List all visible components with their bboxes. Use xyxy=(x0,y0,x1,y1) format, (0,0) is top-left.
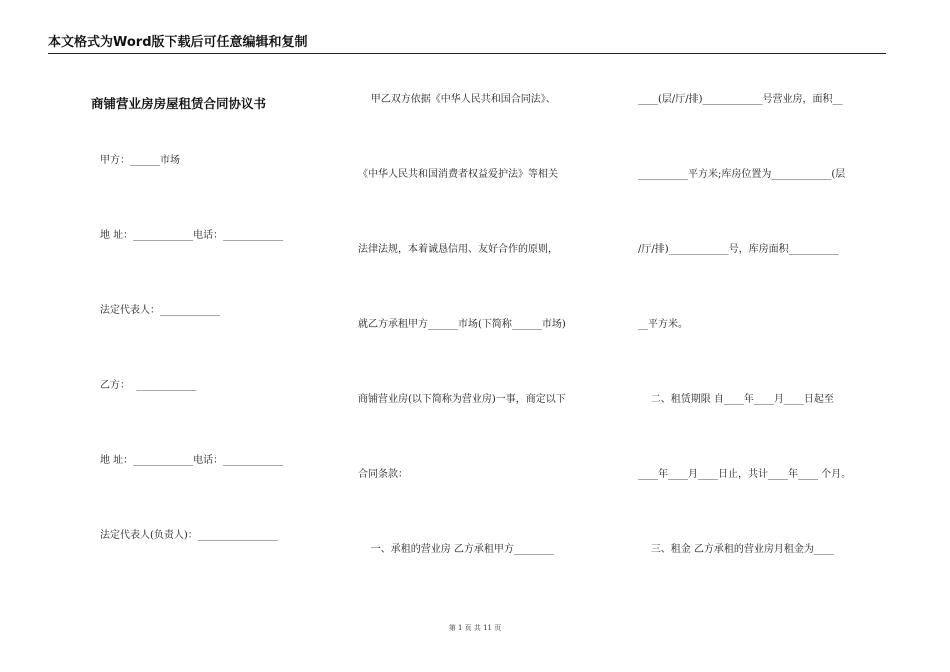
party-b-line: 乙方： ____________ xyxy=(100,380,197,391)
party-a-line: 甲方：______市场 xyxy=(100,155,180,166)
text-line: 合同条款： xyxy=(358,469,408,480)
text-line: __________平方米;库房位置为____________(层 xyxy=(638,169,846,180)
text-line: 甲乙双方依据《中华人民共和国合同法》、 xyxy=(358,94,556,105)
page-header: 本文格式为Word版下载后可任意编辑和复制 xyxy=(48,35,886,54)
text-line: __平方米。 xyxy=(638,319,688,330)
text-line: 一、承租的营业房 乙方承租甲方________ xyxy=(358,544,554,555)
party-a-address-line: 地 址：____________电话：____________ xyxy=(100,230,284,241)
page-footer: 第 1 页 共 11 页 xyxy=(448,624,502,632)
text-line: 商铺营业房(以下简称为营业房)一事，商定以下 xyxy=(358,394,566,405)
party-b-representative-line: 法定代表人(负责人)：________________ xyxy=(100,530,278,541)
text-line: 法律法规，本着诚恳信用、友好合作的原则， xyxy=(358,244,558,255)
text-line: 《中华人民共和国消费者权益爱护法》等相关 xyxy=(358,169,558,180)
text-line: /厅/排)____________号，库房面积__________ xyxy=(638,244,839,255)
text-line: ____(层/厅/排)____________号营业房，面积__ xyxy=(638,94,843,105)
party-b-address-line: 地 址：____________电话：____________ xyxy=(100,455,284,466)
text-line: 就乙方承租甲方______市场(下简称______市场) xyxy=(358,319,566,330)
party-a-representative-line: 法定代表人：____________ xyxy=(100,305,220,316)
text-line: 三、租金 乙方承租的营业房月租金为____ xyxy=(638,544,834,555)
text-line: 二、租赁期限 自____年____月____日起至 xyxy=(638,394,834,405)
document-title: 商铺营业房房屋租赁合同协议书 xyxy=(91,96,267,111)
text-line: ____年____月____日止，共计____年____ 个月。 xyxy=(638,469,852,480)
